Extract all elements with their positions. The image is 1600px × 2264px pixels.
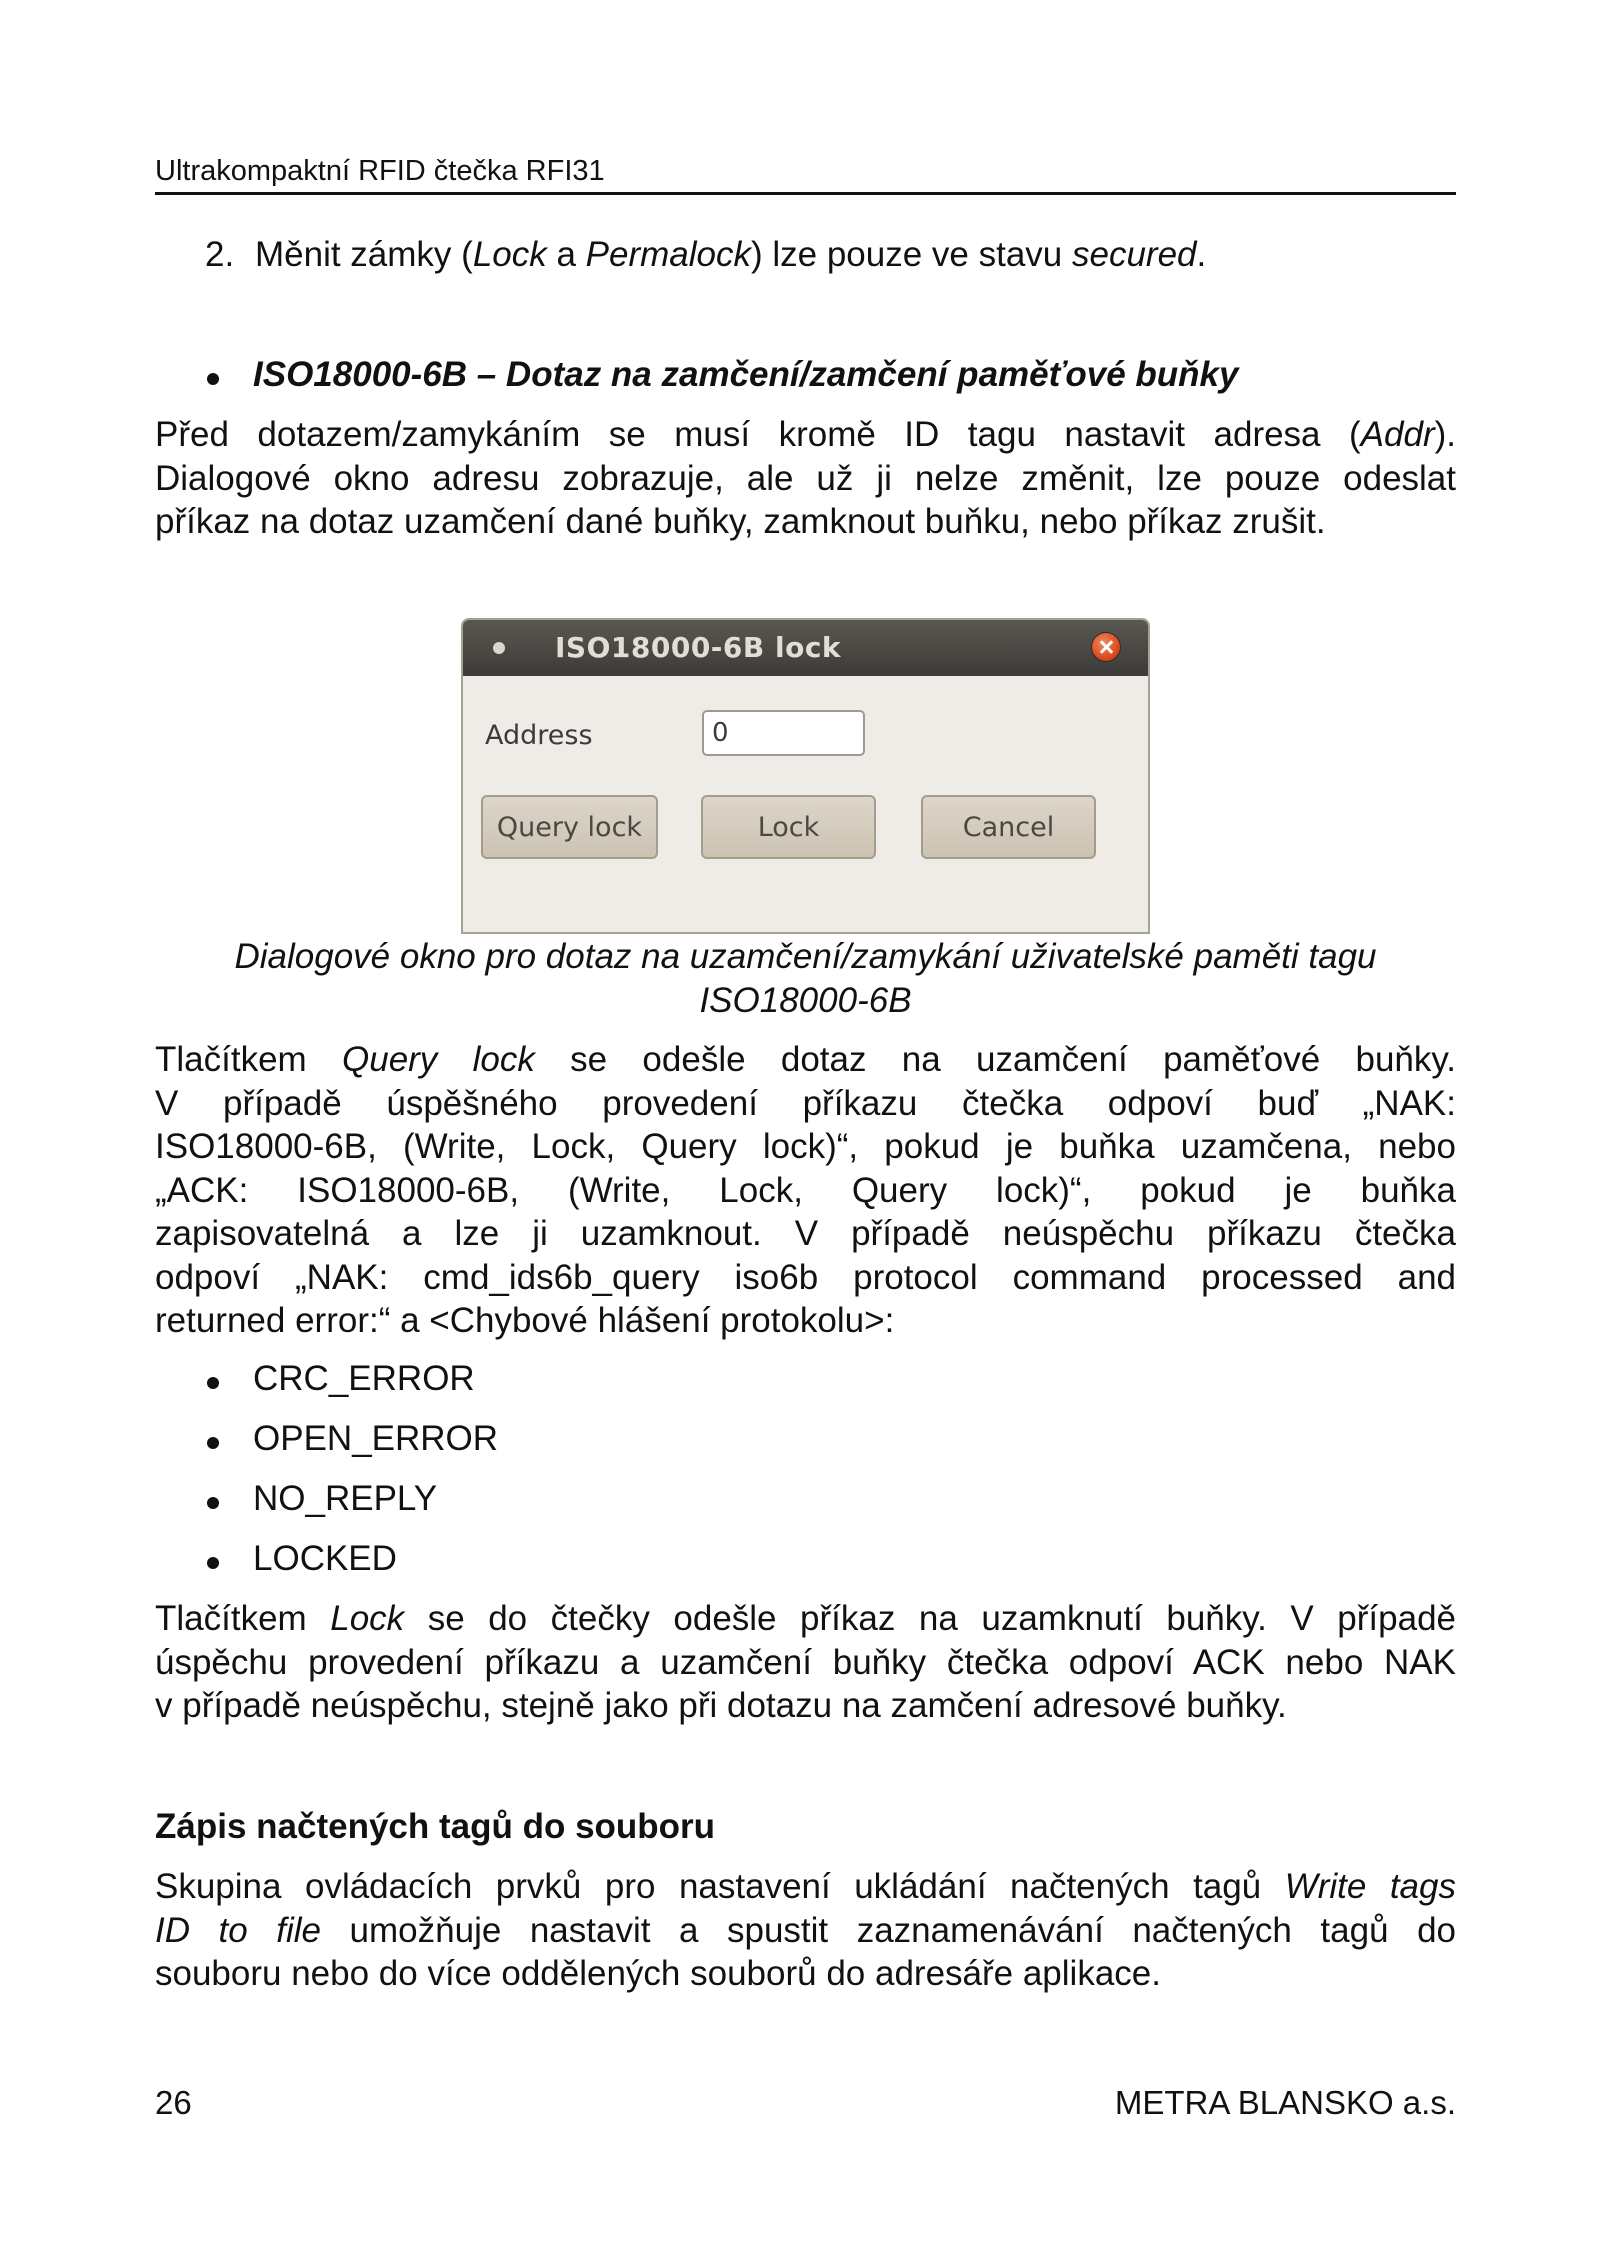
item-secured-word: secured	[1072, 235, 1197, 274]
paragraph-line: Skupina ovládacích prvků pro nastavení ukládání načtených tagů Write tags	[155, 1867, 1456, 1906]
dialog-title: ISO18000-6B lock	[555, 631, 842, 664]
intro-paragraph	[155, 413, 1456, 544]
paragraph-line: souboru nebo do více oddělených souborů do adresáře aplikace.	[155, 1954, 1161, 1993]
item-and-word: a	[546, 235, 586, 274]
numbered-item-2	[205, 233, 1456, 277]
item-text-end: .	[1196, 235, 1207, 274]
paragraph-line: Tlačítkem Query lock se odešle dotaz na uzamčení paměťové buňky.	[155, 1040, 1456, 1079]
write-tags-paragraph	[155, 1865, 1456, 1996]
query-lock-button[interactable]: Query lock	[481, 795, 658, 859]
dialog-titlebar	[463, 620, 1148, 676]
document-page: Ultrakompaktní RFID čtečka RFI31 2. Měnit zámky (Lock a Permalock) lze pouze ve stavu secured. ISO18000-6B – Dotaz na zamčení/zamčení paměťové buňky Před dotazem/zamykáním se musí kromě ID tagu nastavit adresa (Addr). Dialogové okno adresu zobrazuje, ale už ji nelze změnit, lze pouze odeslat příkaz na dotaz uzamčení dané buňky, zamknout buňku, nebo příkaz zrušit. ISO18000-6B lock Address 0 Query lock Lock Cancel Dialogové okno pro dotaz na uzamčení/zamykání uživatelské paměti tagu ISO18000-6B Tlačítkem Query lock se odešle dotaz na uzamčení paměťové buňky. V případě úspěšného provedení příkazu čtečka odpoví buď „NAK: ISO18000-6B, (Write, Lock, Query lock)“, pokud je buňka uzamčena, nebo „ACK: ISO18000-6B, (Write, Lock, Query lock)“, pokud je buňka zapisovatelná a lze ji uzamknout. V případě neúspěchu příkazu čtečka odpoví „NAK: cmd_ids6b_query iso6b protocol command processed and returned error:“ a <Chybové hlášení protokolu>: CRC_ERROR OPEN_ERROR NO_REPLY LOCKED Tlačítkem Lock se do čtečky odešle příkaz na uzamknutí buňky. V případě úspěchu provedení příkazu a uzamčení buňky čtečka odpoví ACK nebo NAK v případě neúspěchu, stejně jako při dotazu na zamčení adresové buňky. Zápis načtených tagů do souboru Skupina ovládacích prvků pro nastavení ukládání načtených tagů Write tags ID to file umožňuje nastavit a spustit zaznamenávání načtených tagů do souboru nebo do více oddělených souborů do adresáře aplikace. 26 METRA BLANSKO a.s.	[155, 0, 1456, 2264]
figure-caption	[155, 935, 1456, 1022]
iso18000-lock-dialog	[461, 618, 1150, 934]
paragraph-line: zapisovatelná a lze ji uzamknout. V případě neúspěchu příkazu čtečka	[155, 1214, 1456, 1253]
lock-button[interactable]: Lock	[701, 795, 876, 859]
paragraph-line: ISO18000-6B, (Write, Lock, Query lock)“, pokud je buňka uzamčena, nebo	[155, 1127, 1456, 1166]
query-lock-paragraph	[155, 1038, 1456, 1343]
paragraph-line: v případě neúspěchu, stejně jako při dotazu na zamčení adresové buňky.	[155, 1686, 1287, 1725]
running-header: Ultrakompaktní RFID čtečka RFI31	[155, 153, 1456, 195]
paragraph-line: odpoví „NAK: cmd_ids6b_query iso6b protocol command processed and	[155, 1257, 1456, 1297]
bullet-icon	[207, 1377, 219, 1389]
paragraph-line: „ACK: ISO18000-6B, (Write, Lock, Query lock)“, pokud je buňka	[155, 1170, 1456, 1210]
caption-line: ISO18000-6B	[699, 980, 912, 1020]
cancel-button[interactable]: Cancel	[921, 795, 1096, 859]
bullet-icon	[207, 1497, 219, 1509]
caption-line: Dialogové okno pro dotaz na uzamčení/zamykání uživatelské paměti tagu	[234, 937, 1377, 976]
item-lock-word: Lock	[472, 235, 547, 274]
section-title: ISO18000-6B – Dotaz na zamčení/zamčení paměťové buňky	[253, 355, 1239, 394]
footer-company: METRA BLANSKO a.s.	[1114, 2084, 1456, 2121]
paragraph-line: příkaz na dotaz uzamčení dané buňky, zamknout buňku, nebo příkaz zrušit.	[155, 502, 1326, 541]
paragraph-line: Tlačítkem Lock se do čtečky odešle příkaz na uzamknutí buňky. V případě	[155, 1599, 1456, 1638]
item-text-mid: ) lze pouze ve stavu	[751, 235, 1072, 274]
item-number: 2.	[205, 235, 235, 274]
paragraph-line: returned error:“ a <Chybové hlášení protokolu>:	[155, 1301, 895, 1340]
item-permalock-word: Permalock	[585, 235, 751, 274]
section-heading: Zápis načtených tagů do souboru	[155, 1807, 716, 1846]
address-label: Address	[485, 720, 593, 751]
paragraph-line: Před dotazem/zamykáním se musí kromě ID tagu nastavit adresa (Addr).	[155, 415, 1456, 454]
paragraph-line: ID to file umožňuje nastavit a spustit zaznamenávání načtených tagů do	[155, 1910, 1456, 1950]
paragraph-line: Dialogové okno adresu zobrazuje, ale už ji nelze změnit, lze pouze odeslat	[155, 458, 1456, 498]
bullet-icon	[207, 1437, 219, 1449]
window-menu-icon[interactable]	[493, 642, 505, 654]
page-number: 26	[155, 2084, 192, 2121]
paragraph-line: V případě úspěšného provedení příkazu čtečka odpoví buď „NAK:	[155, 1083, 1456, 1123]
bullet-icon	[207, 1557, 219, 1569]
paragraph-line: úspěchu provedení příkazu a uzamčení buňky čtečka odpoví ACK nebo NAK	[155, 1642, 1456, 1682]
close-icon[interactable]	[1091, 632, 1121, 662]
bullet-icon	[207, 373, 219, 385]
item-text-prefix: Měnit zámky (	[255, 235, 473, 274]
lock-paragraph	[155, 1597, 1456, 1728]
address-input[interactable]	[702, 710, 865, 756]
